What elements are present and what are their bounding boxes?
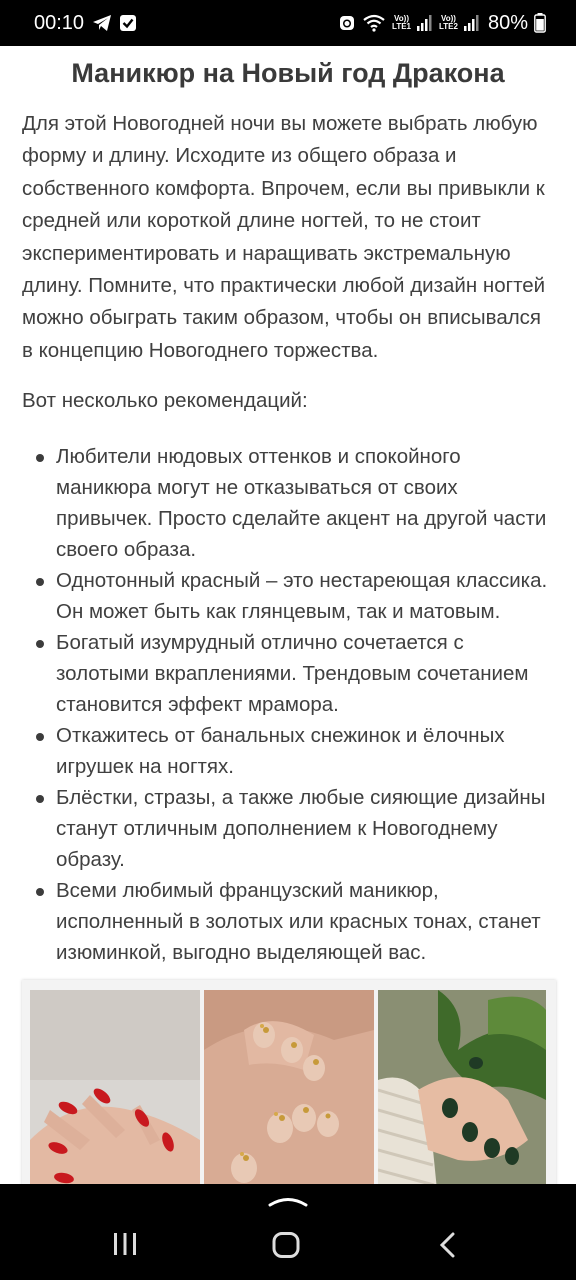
signal-icon [417,15,433,31]
list-item: Однотонный красный – это нестареющая классика. Он может быть как глянцевым, так и матовым. [56,565,558,627]
lte1-label: LTE1 [392,22,411,31]
lte2-indicator [439,15,458,31]
list-item: Блёстки, стразы, а также любые сияющие дизайны станут отличным дополнением к Новогоднему образу. [56,782,558,875]
status-bar [0,0,576,46]
chevron-up-icon[interactable] [268,1192,308,1213]
battery-percent: 80% [487,11,528,34]
nude-gold-glitter-manicure-photo[interactable] [204,990,374,1200]
list-item: Откажитесь от банальных снежинок и ёлочных игрушек на ногтях. [56,720,558,782]
wifi-icon [362,13,386,33]
lte1-indicator [392,15,411,31]
article-title: Маникюр на Новый год Дракона [71,58,505,88]
home-button[interactable] [272,1232,300,1263]
article [0,46,576,968]
list-item: Любители нюдовых оттенков и спокойного маникюра могут не отказываться от своих привычек. Просто сделайте акцент на другой части своего образа. [56,441,558,565]
red-manicure-photo[interactable] [30,990,200,1200]
recent-apps-button[interactable] [112,1232,138,1261]
volte-label-2: Vo)) [441,14,456,23]
back-button[interactable] [438,1232,458,1263]
lte2-label: LTE2 [439,22,458,31]
emerald-manicure-photo[interactable] [378,990,546,1200]
list-item: Всеми любимый французский маникюр, исполненный в золотых или красных тонах, станет изюминкой, выгодно выделяющей вас. [56,875,558,968]
list-item: Богатый изумрудный отлично сочетается с золотыми вкраплениями. Трендовым сочетанием становится эффект мрамора. [56,627,558,720]
signal-icon-2 [464,15,480,31]
clock: 00:10 [34,11,85,34]
status-right [338,12,546,35]
status-left [34,12,136,35]
manicure-gallery[interactable] [22,980,556,1200]
navigation-bar [0,1184,576,1280]
home-icon [272,1232,300,1258]
article-paragraph: Для этой Новогодней ночи вы можете выбрать любую форму и длину. Исходите из общего образа и собственного комфорта. Впрочем, если вы привыкли к средней или короткой длине ногтей, то не стоит экспериментировать и наращивать экстремальную длину. Помните, что практически любой дизайн ногтей можно обыграть таким образом, чтобы он вписывался в концепцию Новогоднего торжества. [22,112,546,362]
alarm-icon [338,14,356,32]
telegram-icon [92,14,112,32]
battery-icon [534,13,546,33]
volte-label: Vo)) [394,14,409,23]
recommendations-list [0,441,576,968]
check-notification-icon [120,15,136,31]
recommendations-intro: Вот несколько рекомендаций: [22,389,308,413]
recent-apps-icon [112,1232,138,1256]
back-icon [438,1232,458,1258]
